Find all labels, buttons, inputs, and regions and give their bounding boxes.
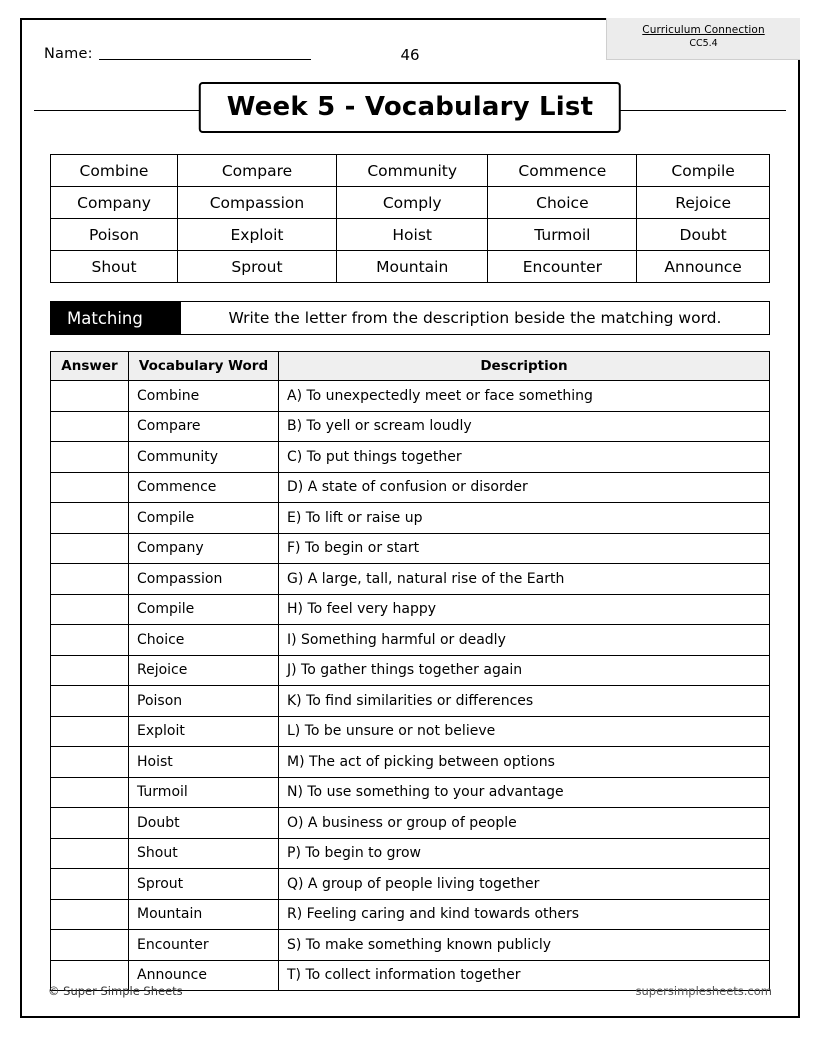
header-description: Description	[279, 352, 770, 381]
word-grid-cell: Encounter	[488, 251, 637, 283]
answer-input-cell[interactable]	[51, 625, 129, 656]
word-grid-body	[51, 155, 770, 283]
description-cell: S) To make something known publicly	[279, 930, 770, 961]
description-cell: A) To unexpectedly meet or face something	[279, 381, 770, 412]
footer-website: supersimplesheets.com	[635, 984, 772, 998]
answer-input-cell[interactable]	[51, 930, 129, 961]
description-cell: T) To collect information together	[279, 960, 770, 991]
table-row	[51, 411, 770, 442]
vocabulary-word-cell: Doubt	[129, 808, 279, 839]
matching-instruction: Write the letter from the description beside the matching word.	[228, 309, 722, 327]
worksheet-border	[20, 18, 800, 1018]
table-row	[51, 472, 770, 503]
answer-input-cell[interactable]	[51, 411, 129, 442]
table-row	[51, 381, 770, 412]
table-row	[51, 533, 770, 564]
table-row	[51, 564, 770, 595]
answer-input-cell[interactable]	[51, 777, 129, 808]
answer-input-cell[interactable]	[51, 381, 129, 412]
description-cell: K) To find similarities or differences	[279, 686, 770, 717]
table-row	[51, 594, 770, 625]
word-grid-cell: Doubt	[637, 219, 770, 251]
description-cell: C) To put things together	[279, 442, 770, 473]
matching-table-head	[51, 352, 770, 381]
curriculum-connection-badge	[606, 18, 800, 60]
curriculum-code: CC5.4	[689, 38, 718, 49]
word-grid-cell: Sprout	[178, 251, 337, 283]
matching-section-bar	[50, 301, 770, 335]
word-grid-cell: Rejoice	[637, 187, 770, 219]
word-grid-cell: Poison	[51, 219, 178, 251]
matching-header-row	[51, 352, 770, 381]
footer-copyright: © Super Simple Sheets	[48, 984, 183, 998]
description-cell: M) The act of picking between options	[279, 747, 770, 778]
page-number: 46	[400, 46, 420, 64]
answer-input-cell[interactable]	[51, 655, 129, 686]
vocabulary-word-cell: Hoist	[129, 747, 279, 778]
header-vocabulary-word: Vocabulary Word	[129, 352, 279, 381]
description-cell: N) To use something to your advantage	[279, 777, 770, 808]
word-grid-row	[51, 187, 770, 219]
description-cell: E) To lift or raise up	[279, 503, 770, 534]
vocabulary-word-cell: Company	[129, 533, 279, 564]
answer-input-cell[interactable]	[51, 869, 129, 900]
word-grid-cell: Shout	[51, 251, 178, 283]
vocabulary-word-cell: Turmoil	[129, 777, 279, 808]
word-grid-cell: Commence	[488, 155, 637, 187]
word-grid-cell: Turmoil	[488, 219, 637, 251]
matching-label: Matching	[51, 302, 181, 334]
table-row	[51, 442, 770, 473]
description-cell: L) To be unsure or not believe	[279, 716, 770, 747]
answer-input-cell[interactable]	[51, 747, 129, 778]
description-cell: O) A business or group of people	[279, 808, 770, 839]
vocabulary-word-grid	[50, 154, 770, 283]
table-row	[51, 869, 770, 900]
table-row	[51, 503, 770, 534]
vocabulary-word-cell: Compassion	[129, 564, 279, 595]
word-grid-cell: Mountain	[336, 251, 488, 283]
matching-table-body	[51, 381, 770, 991]
word-grid-row	[51, 155, 770, 187]
table-row	[51, 930, 770, 961]
vocabulary-word-cell: Commence	[129, 472, 279, 503]
table-row	[51, 808, 770, 839]
table-row	[51, 899, 770, 930]
vocabulary-word-cell: Community	[129, 442, 279, 473]
answer-input-cell[interactable]	[51, 594, 129, 625]
table-row	[51, 777, 770, 808]
description-cell: B) To yell or scream loudly	[279, 411, 770, 442]
word-grid-cell: Combine	[51, 155, 178, 187]
word-grid-row	[51, 219, 770, 251]
answer-input-cell[interactable]	[51, 564, 129, 595]
curriculum-title: Curriculum Connection	[642, 24, 765, 36]
word-grid-cell: Compile	[637, 155, 770, 187]
vocabulary-word-cell: Compile	[129, 503, 279, 534]
page-title: Week 5 - Vocabulary List	[199, 82, 621, 133]
description-cell: R) Feeling caring and kind towards others	[279, 899, 770, 930]
answer-input-cell[interactable]	[51, 716, 129, 747]
description-cell: D) A state of confusion or disorder	[279, 472, 770, 503]
description-cell: H) To feel very happy	[279, 594, 770, 625]
vocabulary-word-cell: Shout	[129, 838, 279, 869]
table-row	[51, 838, 770, 869]
vocabulary-word-cell: Compile	[129, 594, 279, 625]
description-cell: P) To begin to grow	[279, 838, 770, 869]
table-row	[51, 747, 770, 778]
description-cell: F) To begin or start	[279, 533, 770, 564]
vocabulary-word-cell: Exploit	[129, 716, 279, 747]
table-row	[51, 686, 770, 717]
vocabulary-word-cell: Rejoice	[129, 655, 279, 686]
vocabulary-word-cell: Choice	[129, 625, 279, 656]
vocabulary-word-cell: Sprout	[129, 869, 279, 900]
matching-table	[50, 351, 770, 991]
answer-input-cell[interactable]	[51, 838, 129, 869]
vocabulary-word-cell: Compare	[129, 411, 279, 442]
vocabulary-word-cell: Mountain	[129, 899, 279, 930]
description-cell: I) Something harmful or deadly	[279, 625, 770, 656]
word-grid-cell: Exploit	[178, 219, 337, 251]
word-grid-cell: Compare	[178, 155, 337, 187]
word-grid-row	[51, 251, 770, 283]
description-cell: G) A large, tall, natural rise of the Earth	[279, 564, 770, 595]
answer-input-cell[interactable]	[51, 533, 129, 564]
footer	[42, 984, 778, 1006]
description-cell: Q) A group of people living together	[279, 869, 770, 900]
vocabulary-word-cell: Poison	[129, 686, 279, 717]
answer-input-cell[interactable]	[51, 472, 129, 503]
vocabulary-word-cell: Announce	[129, 960, 279, 991]
word-grid-cell: Announce	[637, 251, 770, 283]
answer-input-cell[interactable]	[51, 442, 129, 473]
answer-input-cell[interactable]	[51, 808, 129, 839]
word-grid-cell: Choice	[488, 187, 637, 219]
header-answer: Answer	[51, 352, 129, 381]
answer-input-cell[interactable]	[51, 686, 129, 717]
word-grid-cell: Comply	[336, 187, 488, 219]
header-row	[22, 20, 798, 78]
name-label: Name:	[44, 46, 93, 62]
vocabulary-word-cell: Encounter	[129, 930, 279, 961]
word-grid-cell: Compassion	[178, 187, 337, 219]
word-grid-cell: Community	[336, 155, 488, 187]
table-row	[51, 655, 770, 686]
title-banner	[22, 82, 798, 138]
word-grid-cell: Hoist	[336, 219, 488, 251]
word-grid-cell: Company	[51, 187, 178, 219]
answer-input-cell[interactable]	[51, 503, 129, 534]
vocabulary-word-cell: Combine	[129, 381, 279, 412]
description-cell: J) To gather things together again	[279, 655, 770, 686]
answer-input-cell[interactable]	[51, 899, 129, 930]
table-row	[51, 716, 770, 747]
table-row	[51, 625, 770, 656]
